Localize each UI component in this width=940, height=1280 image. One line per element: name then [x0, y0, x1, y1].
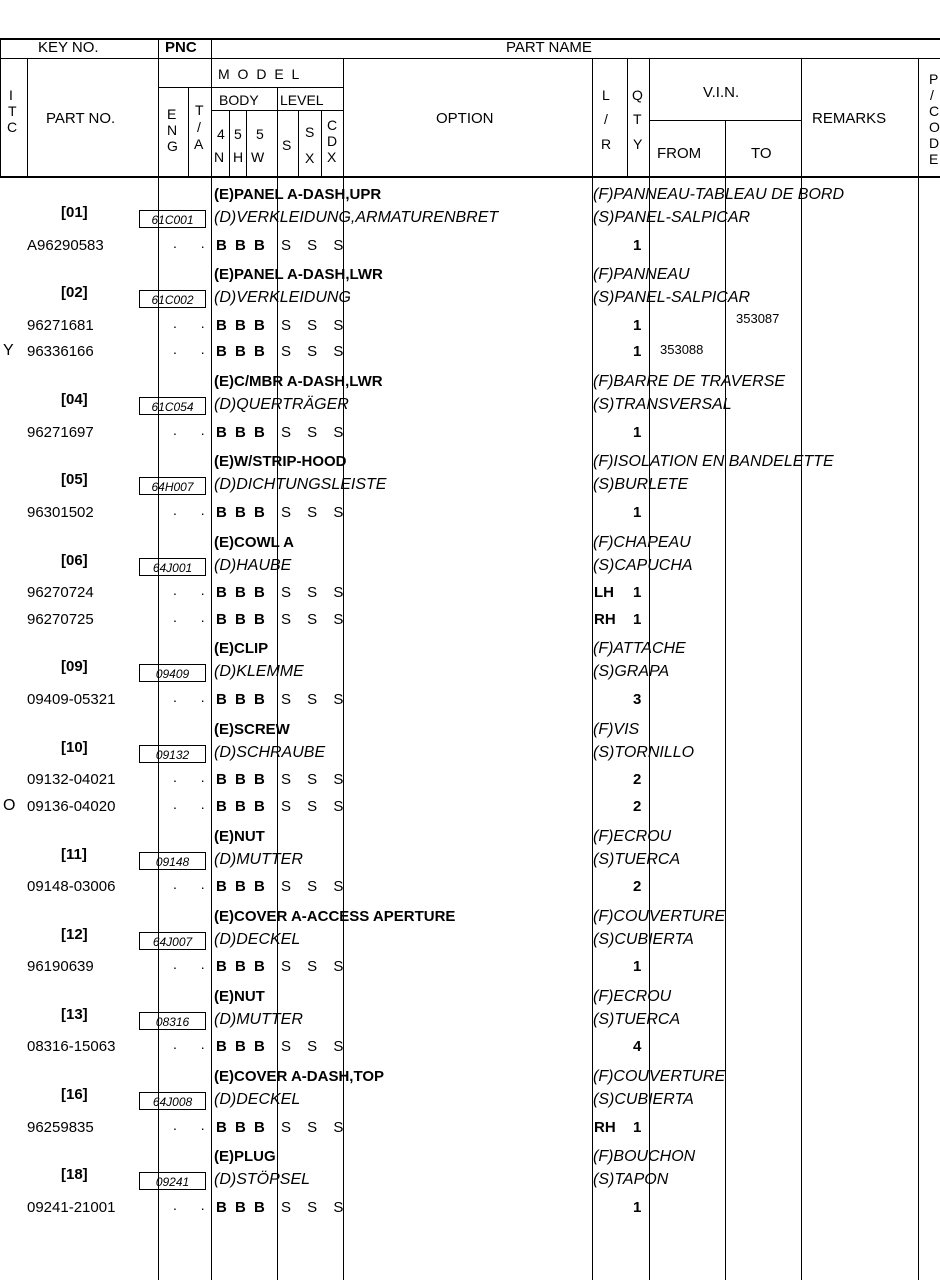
pnc-code-box: 64H007	[139, 477, 206, 495]
header-pcode-o: O	[929, 119, 940, 135]
body-codes: B B B	[216, 797, 267, 815]
col-line-level2	[321, 110, 322, 178]
part-name-english: (E)W/STRIP-HOOD	[214, 453, 347, 471]
body-codes: B B B	[216, 423, 267, 441]
header-model: M O D E L	[218, 66, 302, 82]
header-level-cdx-x: X	[327, 149, 337, 165]
lr-code: RH	[594, 610, 616, 628]
part-name-english: (E)COVER A-DASH,TOP	[214, 1068, 385, 1086]
part-number: 09132-04021	[27, 771, 116, 789]
col-line-body2	[246, 110, 247, 178]
part-name-german: (D)DICHTUNGSLEISTE	[214, 476, 387, 494]
header-level-cdx-d: D	[327, 133, 338, 149]
eng-ta-dots: . .	[173, 956, 215, 973]
part-number: A96290583	[27, 236, 104, 254]
part-name-spanish: (S)BURLETE	[593, 476, 689, 494]
header-vin: V.I.N.	[703, 84, 740, 101]
part-name-english: (E)PLUG	[214, 1148, 276, 1166]
pnc-code-box: 09148	[139, 852, 206, 870]
level-codes: S S S	[281, 1198, 350, 1216]
body-codes: B B B	[216, 343, 267, 361]
level-codes: S S S	[281, 958, 350, 976]
body-codes: B B B	[216, 1198, 267, 1216]
part-number: 09241-21001	[27, 1198, 116, 1216]
body-codes: B B B	[216, 236, 267, 254]
body-codes: B B B	[216, 316, 267, 334]
part-name-english: (E)NUT	[214, 987, 265, 1005]
part-name-german: (D)HAUBE	[214, 556, 292, 574]
part-number: 96336166	[27, 343, 94, 361]
header-qty-q: Q	[632, 87, 643, 103]
part-name-french: (F)ATTACHE	[593, 640, 686, 658]
part-name-spanish: (S)TORNILLO	[593, 743, 695, 761]
part-name-german: (D)KLEMME	[214, 663, 304, 681]
part-number: 09148-03006	[27, 878, 116, 895]
model-subheader-line	[158, 87, 343, 88]
vin-to: 353087	[736, 310, 780, 326]
level-codes: S S S	[281, 797, 350, 815]
header-level-sx-x: X	[305, 150, 315, 166]
level-codes: S S S	[281, 503, 350, 521]
header-pnc: PNC	[165, 39, 197, 56]
col-line-level1	[298, 110, 299, 178]
header-pcode-c: C	[929, 103, 940, 119]
pnc-code-box: 61C002	[139, 290, 206, 308]
part-name-spanish: (S)TUERCA	[593, 850, 681, 868]
part-name-german: (D)VERKLEIDUNG,ARMATURENBRET	[214, 209, 499, 226]
header-lr-l: L	[602, 87, 610, 103]
eng-ta-dots: . .	[173, 1036, 215, 1053]
part-number: 96271681	[27, 316, 94, 334]
pnc-code-box: 64J008	[139, 1092, 206, 1110]
part-name-german: (D)MUTTER	[214, 850, 303, 868]
part-name-german: (D)STÖPSEL	[214, 1171, 311, 1189]
pnc-code-box: 09409	[139, 664, 206, 682]
quantity: 1	[633, 958, 642, 976]
header-ta-t: T	[195, 102, 204, 118]
key-number: [06]	[61, 551, 88, 569]
part-number: 08316-15063	[27, 1038, 116, 1056]
part-name-english: (E)CLIP	[214, 640, 269, 658]
quantity: 3	[633, 690, 642, 708]
pnc-code-box: 64J007	[139, 932, 206, 950]
part-name-spanish: (S)CUBIERTA	[593, 1091, 694, 1109]
part-name-spanish: (S)GRAPA	[593, 663, 670, 681]
eng-ta-dots: . .	[173, 234, 215, 251]
table-top-border	[0, 38, 940, 40]
header-lr-r: R	[601, 136, 612, 152]
eng-ta-dots: . .	[173, 314, 215, 331]
quantity: 1	[633, 1198, 642, 1216]
header-ta-a: A	[194, 136, 204, 152]
quantity: 2	[633, 878, 642, 895]
header-pcode-d: D	[929, 135, 940, 151]
part-name-french: (F)PANNEAU	[593, 266, 690, 284]
eng-ta-dots: . .	[173, 341, 215, 358]
part-number: 96270724	[27, 584, 94, 601]
pnc-code-box: 61C001	[139, 210, 206, 228]
eng-ta-dots: . .	[173, 795, 215, 812]
level-codes: S S S	[281, 423, 350, 441]
lr-code: LH	[594, 584, 614, 601]
quantity: 1	[633, 1118, 642, 1136]
part-name-spanish: (S)CUBIERTA	[593, 930, 694, 948]
header-lr-slash: /	[604, 111, 608, 127]
level-codes: S S S	[281, 878, 350, 895]
body-codes: B B B	[216, 771, 267, 789]
part-number: 96259835	[27, 1118, 94, 1136]
level-codes: S S S	[281, 1118, 350, 1136]
header-option: OPTION	[436, 110, 494, 127]
part-name-french: (F)COUVERTURE	[593, 907, 726, 925]
header-pcode-p: P	[929, 71, 939, 87]
header-bottom-border	[0, 176, 940, 178]
part-name-french: (F)BARRE DE TRAVERSE	[593, 373, 786, 391]
part-name-german: (D)MUTTER	[214, 1010, 303, 1028]
body-codes: B B B	[216, 610, 267, 628]
header-divider-1	[0, 58, 940, 59]
key-number: [11]	[61, 845, 87, 863]
part-name-spanish: (S)CAPUCHA	[593, 556, 693, 574]
part-name-english: (E)SCREW	[214, 720, 290, 738]
part-number: 96190639	[27, 958, 94, 976]
part-name-german: (D)VERKLEIDUNG	[214, 289, 351, 307]
header-ta-slash: /	[197, 119, 201, 135]
part-name-french: (F)COUVERTURE	[593, 1068, 726, 1086]
quantity: 2	[633, 771, 642, 789]
quantity: 1	[633, 610, 642, 628]
part-name-english: (E)COVER A-ACCESS APERTURE	[214, 907, 456, 925]
header-level-sx-s: S	[305, 124, 315, 140]
header-body-4: 4	[217, 126, 225, 142]
header-eng-e: E	[167, 106, 177, 122]
header-body: BODY	[219, 92, 259, 108]
lr-code: RH	[594, 1118, 616, 1136]
part-name-french: (F)VIS	[593, 720, 640, 738]
level-codes: S S S	[281, 584, 350, 601]
col-line-remarks	[801, 58, 802, 1280]
part-name-english: (E)PANEL A-DASH,UPR	[214, 186, 382, 203]
vin-from: 353088	[660, 342, 704, 358]
key-number: [09]	[61, 658, 88, 676]
part-name-german: (D)QUERTRÄGER	[214, 396, 349, 414]
part-number: 96271697	[27, 423, 94, 441]
header-body-h: H	[233, 149, 244, 165]
header-level: LEVEL	[280, 92, 324, 108]
pnc-code-box: 61C054	[139, 397, 206, 415]
col-line-eng	[188, 87, 189, 178]
header-level-s: S	[282, 137, 292, 153]
part-name-english: (E)PANEL A-DASH,LWR	[214, 266, 383, 284]
body-codes: B B B	[216, 958, 267, 976]
col-line-itc	[27, 58, 28, 178]
col-line-pcode	[918, 58, 919, 1280]
eng-ta-dots: . .	[173, 876, 215, 892]
key-number: [01]	[61, 204, 88, 221]
eng-ta-dots: . .	[173, 582, 215, 598]
header-itc-t: T	[8, 103, 17, 119]
level-codes: S S S	[281, 316, 350, 334]
level-codes: S S S	[281, 771, 350, 789]
pnc-code-box: 64J001	[139, 558, 206, 576]
header-body-5w: 5	[256, 126, 264, 142]
eng-ta-dots: . .	[173, 769, 215, 786]
header-part-no: PART NO.	[46, 110, 116, 127]
part-name-french: (F)ECROU	[593, 987, 672, 1005]
col-line-left	[0, 38, 1, 178]
part-name-english: (E)COWL A	[214, 533, 294, 551]
part-name-french: (F)BOUCHON	[593, 1148, 696, 1166]
eng-ta-dots: . .	[173, 608, 215, 625]
part-name-spanish: (S)PANEL-SALPICAR	[593, 209, 751, 226]
quantity: 1	[633, 236, 642, 254]
itc-code: Y	[3, 342, 14, 360]
eng-ta-dots: . .	[173, 501, 215, 518]
quantity: 1	[633, 316, 642, 334]
header-body-n: N	[214, 149, 225, 165]
part-name-english: (E)NUT	[214, 827, 265, 845]
header-pcode-slash: /	[930, 87, 934, 103]
level-codes: S S S	[281, 610, 350, 628]
pnc-code-box: 08316	[139, 1012, 206, 1030]
eng-ta-dots: . .	[173, 421, 215, 438]
header-vin-from: FROM	[657, 145, 702, 162]
part-name-german: (D)SCHRAUBE	[214, 743, 326, 761]
header-pcode-e: E	[929, 151, 939, 167]
part-name-french: (F)ISOLATION EN BANDELETTE	[593, 453, 834, 471]
quantity: 4	[633, 1038, 642, 1056]
level-codes: S S S	[281, 343, 350, 361]
body-codes: B B B	[216, 690, 267, 708]
header-remarks: REMARKS	[812, 110, 887, 127]
key-number: [16]	[61, 1086, 88, 1104]
quantity: 1	[633, 343, 642, 361]
col-line-ta	[211, 38, 212, 1280]
part-name-german: (D)DECKEL	[214, 930, 301, 948]
pnc-code-box: 09241	[139, 1172, 206, 1190]
header-key-no: KEY NO.	[38, 39, 99, 56]
header-body-w: W	[251, 149, 265, 165]
header-vin-to: TO	[751, 145, 772, 162]
key-number: [18]	[61, 1166, 88, 1184]
quantity: 1	[633, 423, 642, 441]
header-body-5h: 5	[234, 126, 242, 142]
eng-ta-dots: . .	[173, 1196, 215, 1213]
level-codes: S S S	[281, 1038, 350, 1056]
header-level-cdx-c: C	[327, 117, 338, 133]
body-codes: B B B	[216, 503, 267, 521]
quantity: 2	[633, 797, 642, 815]
level-codes: S S S	[281, 690, 350, 708]
col-line-body1	[229, 110, 230, 178]
body-codes: B B B	[216, 878, 267, 895]
quantity: 1	[633, 503, 642, 521]
part-name-french: (F)PANNEAU-TABLEAU DE BORD	[593, 186, 844, 203]
col-line-qty	[627, 58, 628, 178]
key-number: [04]	[61, 391, 88, 409]
part-name-english: (E)C/MBR A-DASH,LWR	[214, 373, 383, 391]
key-number: [05]	[61, 471, 88, 489]
part-name-french: (F)CHAPEAU	[593, 533, 691, 551]
body-codes: B B B	[216, 1038, 267, 1056]
header-itc-c: C	[7, 119, 18, 135]
key-number: [02]	[61, 284, 88, 302]
part-name-spanish: (S)TAPON	[593, 1171, 669, 1189]
header-part-name: PART NAME	[506, 39, 592, 56]
body-codes: B B B	[216, 1118, 267, 1136]
header-eng-n: N	[167, 122, 178, 138]
part-number: 96301502	[27, 503, 94, 521]
level-codes: S S S	[281, 236, 350, 254]
part-name-spanish: (S)TUERCA	[593, 1010, 681, 1028]
header-itc-i: I	[9, 87, 13, 103]
key-number: [10]	[61, 738, 88, 756]
key-number: [12]	[61, 925, 88, 943]
header-qty-t: T	[633, 111, 642, 127]
part-number: 09136-04020	[27, 797, 116, 815]
body-codes: B B B	[216, 584, 267, 601]
header-eng-g: G	[167, 138, 178, 154]
part-name-french: (F)ECROU	[593, 827, 672, 845]
itc-code: O	[3, 796, 16, 814]
key-number: [13]	[61, 1005, 88, 1023]
part-name-spanish: (S)TRANSVERSAL	[593, 396, 732, 414]
pnc-code-box: 09132	[139, 745, 206, 763]
part-number: 96270725	[27, 610, 94, 628]
header-qty-y: Y	[633, 136, 643, 152]
eng-ta-dots: . .	[173, 1116, 215, 1133]
quantity: 1	[633, 584, 642, 601]
part-number: 09409-05321	[27, 690, 116, 708]
eng-ta-dots: . .	[173, 688, 215, 705]
part-name-spanish: (S)PANEL-SALPICAR	[593, 289, 751, 307]
part-name-german: (D)DECKEL	[214, 1091, 301, 1109]
